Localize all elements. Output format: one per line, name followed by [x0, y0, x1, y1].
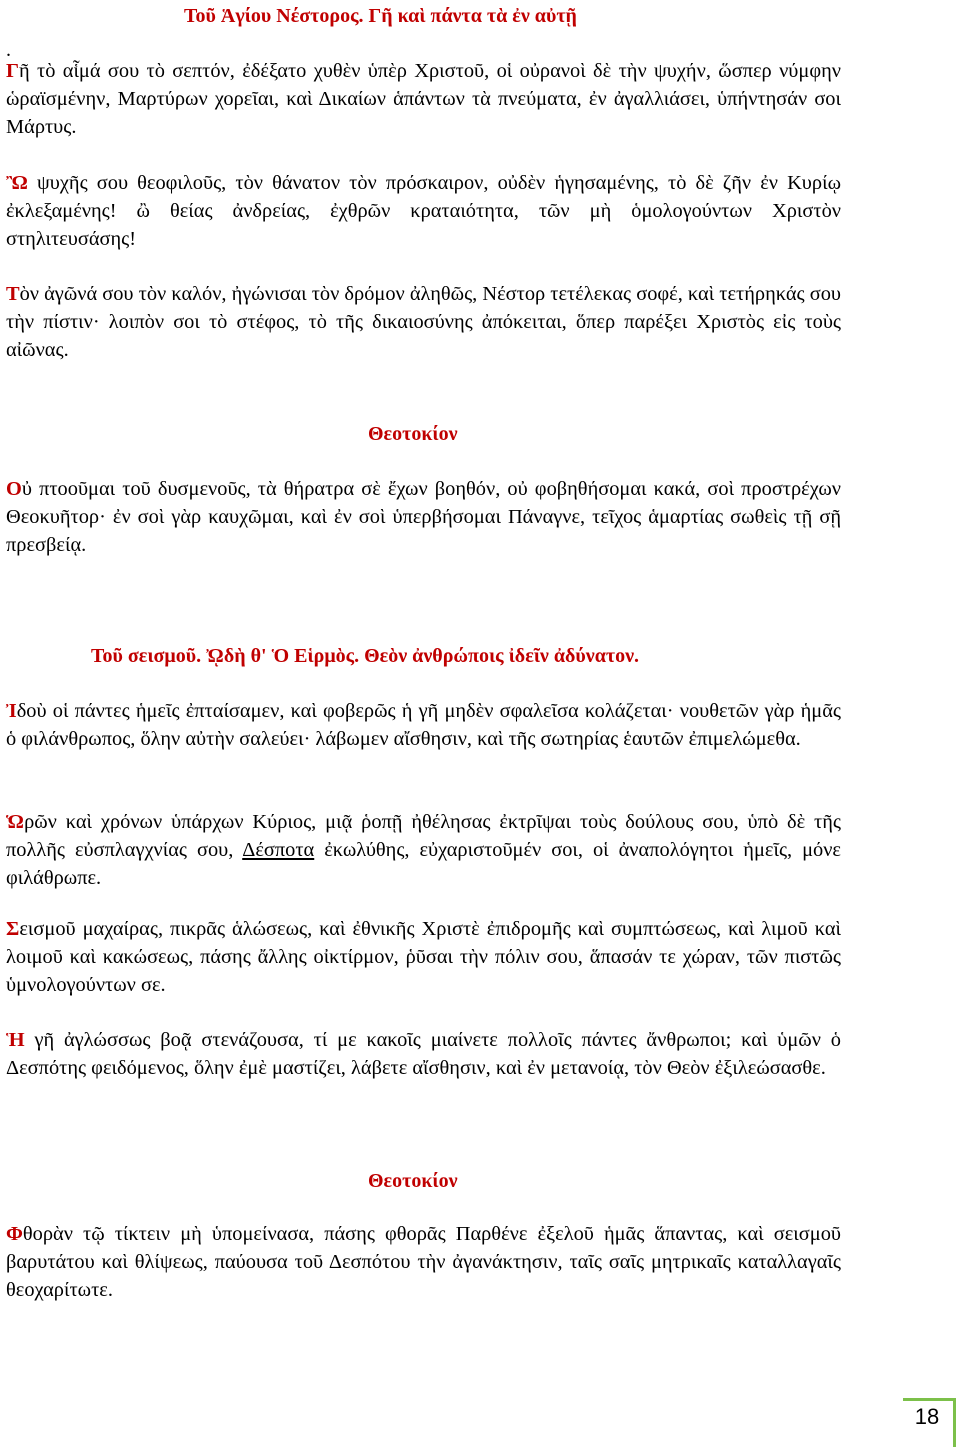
section-heading-earthquake: Τοῦ σεισμοῦ. ᾨδὴ θ' Ὁ Εἱρμὸς. Θεὸν ἀνθρώποις ἰδεῖν ἀδύνατον.	[91, 645, 640, 667]
theotokion-paragraph	[6, 1220, 841, 1305]
initial-letter: Ὡ	[6, 811, 25, 833]
paragraph-text: δοὺ οἱ πάντες ἡμεῖς ἐπταίσαμεν, καὶ φοβερῶς ἡ γῆ μηδὲν σφαλεῖσα κολάζεται· νουθετῶν γὰρ ἡμᾶς ὁ φιλάνθρωπος, ὅλην αὐτὴν σαλεύει· λάβωμεν αἴσθησιν, καὶ τῆς σωτηρίας ἑαυτῶν ἐπιμελώμεθα.	[6, 700, 841, 751]
section-heading-nestor: Τοῦ Ἁγίου Νέστορος. Γῆ καὶ πάντα τὰ ἐν αὐτῇ	[184, 5, 577, 27]
paragraph-text: γῆ ἀγλώσσως βοᾷ στενάζουσα, τί με κακοῖς μιαίνετε πολλοῖς πάντες ἄνθρωποι; καὶ ὑμῶν ὁ Δεσπότης φειδόμενος, ὅλην ἐμὲ μαστίζει, λάβετε αἴσθησιν, καὶ ἐν μετανοίᾳ, τὸν Θεὸν ἐξιλεώσασθε.	[6, 1029, 841, 1080]
paragraph-text: ἐκωλύθης, εὐχαριστοῦμέν σοι, οἱ ἀναπολόγητοι ἡμεῖς, μόνε φιλάθρωπε.	[6, 839, 841, 890]
paragraph-text: ῆ τὸ αἷμά σου τὸ σεπτόν, ἐδέξατο χυθὲν ὑπὲρ Χριστοῦ, οἱ οὐρανοὶ δὲ τὴν ψυχήν, ὥσπερ νύμφην ὡραϊσμένην, Μαρτύρων χορεῖαι, καὶ Δικαίων ἁπάντων τὰ πνεύματα, ἐν ἀγαλλιάσει, ὑπήντησάν σοι Μάρτυς.	[6, 60, 841, 139]
page-number: 18	[914, 1404, 940, 1429]
theotokion-paragraph	[6, 475, 841, 560]
initial-letter: Σ	[6, 918, 20, 940]
troparion-paragraph	[6, 697, 841, 753]
paragraph-text: εισμοῦ μαχαίρας, πικρᾶς ἁλώσεως, καὶ ἐθνικῆς Χριστὲ ἐπιδρομῆς καὶ συμπτώσεως, καὶ λιμοῦ καὶ λοιμοῦ καὶ κακώσεως, πάσης ἄλλης οἰκτίρμον, ῥῦσαι τὴν πόλιν σου, ἅπασάν τε χώραν, τῶν πιστῶς ὑμνολογούντων σε.	[6, 918, 841, 997]
initial-letter: Ο	[6, 478, 22, 500]
underlined-word: Δέσποτα	[242, 839, 315, 862]
troparion-paragraph	[6, 169, 841, 254]
theotokion-heading: Θεοτοκίον	[368, 1170, 458, 1192]
initial-letter: Τ	[6, 283, 20, 305]
troparion-paragraph	[6, 57, 841, 142]
troparion-paragraph	[6, 808, 841, 893]
paragraph-text: ὸν ἀγῶνά σου τὸν καλόν, ἠγώνισαι τὸν δρόμον ἀληθῶς, Νέστορ τετέλεκας σοφέ, καὶ τετήρηκάς σου τὴν πίστιν· λοιπὸν σοι τὸ στέφος, τὸ τῆς δικαιοσύνης ἀπόκειται, ὅπερ παρέξει Χριστὸς εἰς τοὺς αἰῶνας.	[6, 283, 841, 362]
troparion-paragraph	[6, 915, 841, 1000]
stray-dot: .	[6, 39, 11, 61]
troparion-paragraph	[6, 1026, 841, 1082]
initial-letter: Γ	[6, 60, 19, 82]
initial-letter: Ἡ	[6, 1029, 25, 1051]
initial-letter: Ὢ	[6, 172, 28, 194]
paragraph-text: ὐ πτοοῦμαι τοῦ δυσμενοῦς, τὰ θήρατρα σὲ ἔχων βοηθόν, οὐ φοβηθήσομαι κακά, σοὶ προστρέχων Θεοκυῆτορ· ἐν σοὶ γὰρ καυχῶμαι, καὶ ἐν σοὶ ὑπερβήσομαι Πάναγνε, τεῖχος ἁμαρτίας σωθεὶς τῇ σῇ πρεσβείᾳ.	[6, 478, 841, 557]
paragraph-text: θορὰν τῷ τίκτειν μὴ ὑπομείνασα, πάσης φθορᾶς Παρθένε ἐξελοῦ ἡμᾶς ἅπαντας, καὶ σεισμοῦ βαρυτάτου καὶ θλίψεως, παύουσα τοῦ Δεσπότου τὴν ἀγανάκτησιν, ταῖς σαῖς μητρικαῖς καταλλαγαῖς θεοχαρίτωτε.	[6, 1223, 841, 1302]
theotokion-heading: Θεοτοκίον	[368, 423, 458, 445]
troparion-paragraph	[6, 280, 841, 365]
paragraph-text: ψυχῆς σου θεοφιλοῦς, τὸν θάνατον τὸν πρόσκαιρον, οὐδὲν ἡγησαμένης, τὸ δὲ ζῆν ἐν Κυρίῳ ἐκλεξαμένης! ὢ θείας ἀνδρείας, ἐχθρῶν κραταιότητα, τῶν μὴ ὁμολογούντων Χριστὸν στηλιτευσάσης!	[6, 172, 841, 251]
initial-letter: Ἰ	[6, 700, 17, 722]
initial-letter: Φ	[6, 1223, 23, 1245]
paragraph-text: ρῶν καὶ χρόνων ὑπάρχων Κύριος, μιᾷ ῥοπῇ ἠθέλησας ἐκτρῖψαι τοὺς δούλους σου, ὑπὸ δὲ τῆς πολλῆς εὐσπλαγχνίας σου,	[6, 811, 841, 862]
